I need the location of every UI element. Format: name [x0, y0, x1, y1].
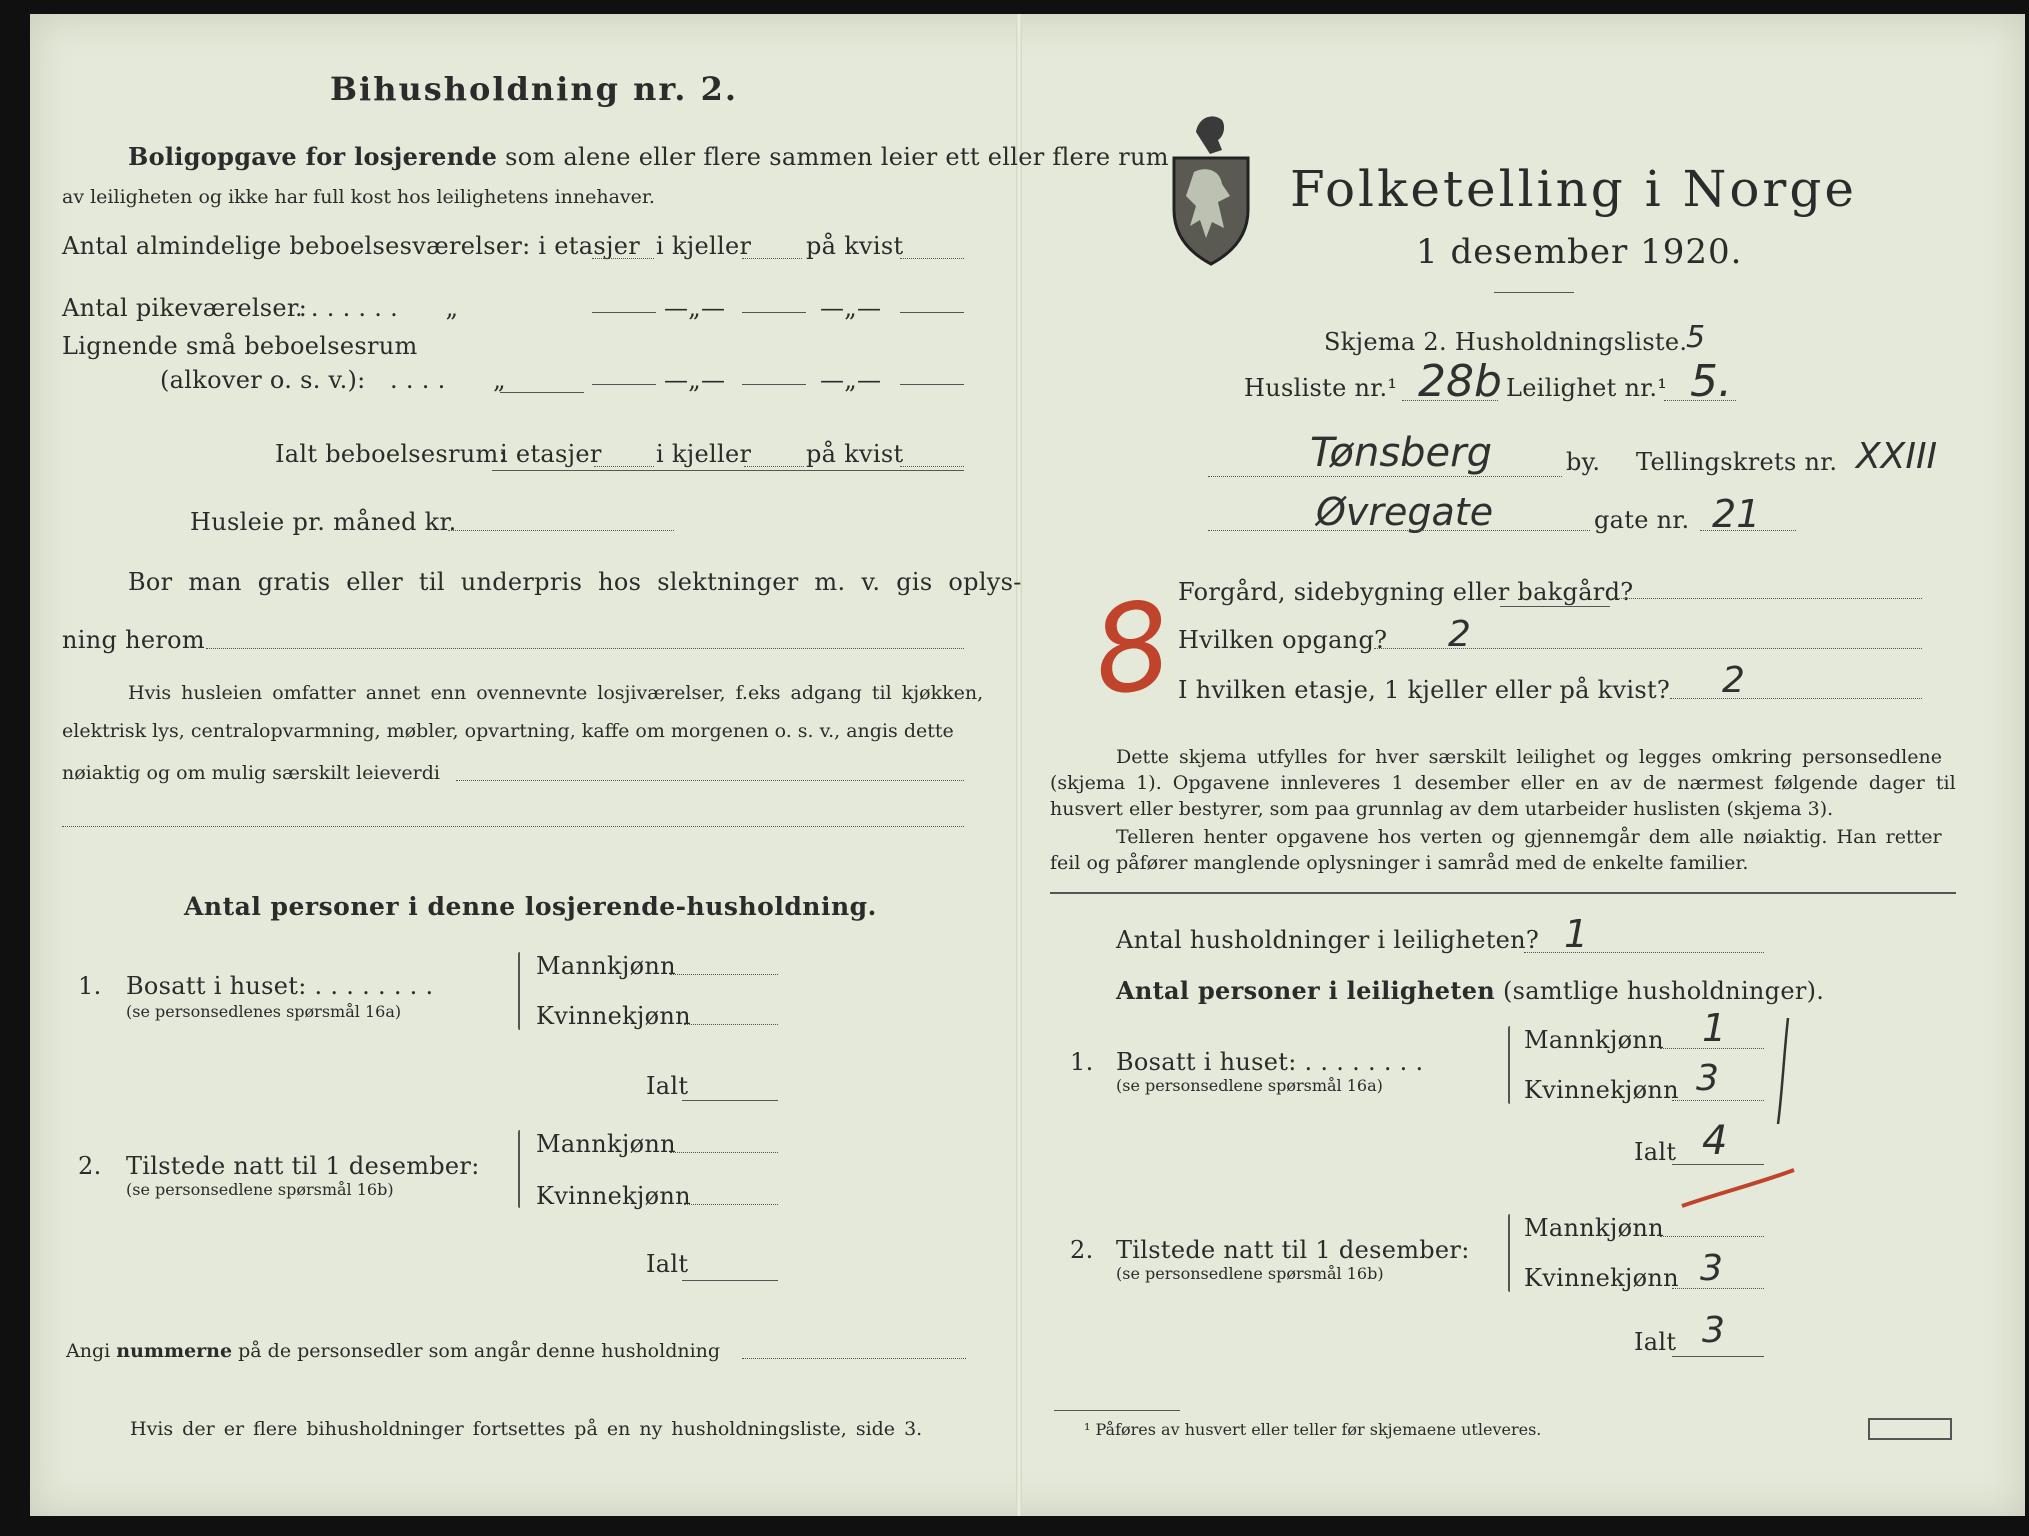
right-tilstede-kvinne-value: 3: [1700, 1248, 1723, 1289]
left-bosatt-sub: (se personsedlenes spørsmål 16a): [126, 1002, 402, 1021]
gate-label: gate nr.: [1594, 506, 1690, 534]
ialt-rum-kvist: på kvist: [806, 440, 904, 468]
left-bosatt-ialt-line: [682, 1100, 778, 1101]
right-tilstede-ialt-value: 3: [1702, 1310, 1725, 1351]
opgang-label: Hvilken opgang?: [1178, 626, 1388, 654]
right-divider: [1050, 892, 1956, 894]
right-persons-rest: (samtlige husholdninger).: [1502, 977, 1825, 1005]
husleie-label: Husleie pr. måned kr.: [190, 508, 457, 536]
alk-line-2: [742, 384, 806, 385]
gate-nr-line: [1700, 530, 1796, 531]
antal-kjeller-line: [742, 258, 802, 259]
pike-label: Antal pikeværelser:: [62, 294, 308, 322]
left-persons-heading: Antal personer i denne losjerende-husholdning.: [184, 892, 877, 921]
antal-label: Antal almindelige beboelsesværelser: i etasjer: [62, 232, 640, 260]
alkover-dots: . . . . „: [390, 366, 506, 394]
alk-line-0: [500, 392, 584, 393]
alk-ditto-1: —„—: [664, 366, 726, 394]
footnote: ¹ Påføres av husvert eller teller før skjemaene utleveres.: [1084, 1420, 1542, 1439]
right-tilstede-num: 2.: [1070, 1236, 1094, 1264]
gate-nr-value: 21: [1712, 492, 1761, 536]
alkover-label: (alkover o. s. v.):: [160, 366, 366, 394]
by-value: Tønsberg: [1310, 430, 1492, 476]
left-tilstede-ialt: Ialt: [646, 1250, 689, 1278]
left-title: Bihusholdning nr. 2.: [330, 70, 738, 108]
pike-line-1: [592, 312, 656, 313]
pike-line-2: [742, 312, 806, 313]
hvis-line3: nøiaktig og om mulig særskilt leieverdi: [62, 762, 440, 784]
angi-bold: nummerne: [116, 1340, 233, 1362]
hvis-line2: elektrisk lys, centralopvarmning, møbler, opvartning, kaffe om morgenen o. s. v., angis dette: [62, 720, 954, 742]
krets-label: Tellingskrets nr.: [1636, 448, 1838, 476]
right-tilstede-ialt: Ialt: [1634, 1328, 1677, 1356]
right-bosatt-sub: (se personsedlene spørsmål 16a): [1116, 1076, 1383, 1095]
right-bosatt-ialt: Ialt: [1634, 1138, 1677, 1166]
hush-value: 1: [1564, 912, 1589, 956]
left-bosatt-mann: Mannkjønn: [536, 952, 676, 980]
intro-bold: Boligopgave for losjerende: [128, 142, 498, 171]
leilighet-label: Leilighet nr.¹: [1506, 374, 1668, 402]
bakgaard-underline: [1500, 606, 1610, 607]
right-tilstede-ialt-line: [1672, 1356, 1764, 1357]
husliste-label: Husliste nr.¹: [1244, 374, 1398, 402]
hush-label: Antal husholdninger i leiligheten?: [1116, 926, 1540, 954]
para-4: Telleren henter opgavene hos verten og gjennemgår dem alle nøiaktig. Han retter: [1116, 826, 1942, 848]
alk-line-1: [592, 384, 656, 385]
hvis-line: [456, 780, 964, 781]
right-tilstede-mann: Mannkjønn: [1524, 1214, 1664, 1242]
pike-line-3: [900, 312, 964, 313]
angi-rest: på de personsedler som angår denne husholdning: [238, 1340, 721, 1362]
ialt-rum-kjeller: i kjeller: [656, 440, 752, 468]
left-tilstede-ialt-line: [682, 1280, 778, 1281]
right-bosatt-num: 1.: [1070, 1048, 1094, 1076]
ialt-rum-line-2: [744, 466, 804, 467]
left-tilstede-num: 2.: [78, 1152, 102, 1180]
right-tilstede-label: Tilstede natt til 1 desember:: [1116, 1236, 1470, 1264]
para-2: (skjema 1). Opgavene innleveres 1 desember eller en av de nærmest følgende dager til: [1050, 772, 1956, 794]
right-tilstede-kvinne-line: [1672, 1288, 1764, 1289]
husliste-line: [1402, 400, 1498, 401]
left-bosatt-text: Bosatt i huset:: [126, 972, 307, 1000]
right-bosatt-label: [1116, 1048, 1423, 1076]
page-fold: [1016, 14, 1022, 1516]
ialt-rum-line-1: [594, 466, 654, 467]
intro-rest: som alene eller flere sammen leier ett eller flere rum: [505, 143, 1169, 171]
left-footer: Hvis der er flere bihusholdninger fortsettes på en ny husholdningsliste, side 3.: [130, 1418, 923, 1440]
hush-line: [1524, 952, 1764, 953]
left-bosatt-brace: [518, 952, 520, 1030]
skjema-hw: 5: [1686, 320, 1706, 355]
para-5: feil og påfører manglende oplysninger i samråd med de enkelte familier.: [1050, 852, 1749, 874]
ialt-rum-etasjer: i etasjer: [500, 440, 602, 468]
lignende-label: Lignende små beboelsesrum: [62, 332, 418, 360]
para-1: Dette skjema utfylles for hver særskilt leilighet og legges omkring personsedlene: [1116, 746, 1942, 768]
right-tilstede-mann-line: [1660, 1236, 1764, 1237]
left-bosatt-kvinne: Kvinnekjønn: [536, 1002, 691, 1030]
left-bosatt-ialt: Ialt: [646, 1072, 689, 1100]
left-bosatt-label: [126, 972, 433, 1000]
leilighet-line: [1664, 400, 1736, 401]
stamp-box: [1868, 1418, 1952, 1440]
hvis-line-2: [62, 826, 964, 827]
red-mark: 8: [1084, 575, 1180, 724]
pike-ditto-1: —„—: [664, 294, 726, 322]
left-tilstede-mann: Mannkjønn: [536, 1130, 676, 1158]
coat-of-arms-icon: [1168, 110, 1254, 266]
gratis-line1: Bor man gratis eller til underpris hos slektninger m. v. gis oplys-: [128, 568, 1022, 596]
left-tilstede-mann-line: [670, 1152, 778, 1153]
antal-kjeller: i kjeller: [656, 232, 752, 260]
opgang-value: 2: [1448, 614, 1471, 655]
pike-ditto-2: —„—: [820, 294, 882, 322]
angi-line: [66, 1340, 720, 1362]
right-tilstede-brace: [1508, 1214, 1510, 1292]
angi-dotted: [742, 1358, 966, 1359]
forgaard-line: [1612, 598, 1922, 599]
left-intro: [128, 142, 1169, 171]
left-bosatt-kvinne-line: [684, 1024, 778, 1025]
antal-kvist: på kvist: [806, 232, 904, 260]
right-title: Folketelling i Norge: [1290, 160, 1857, 218]
left-tilstede-kvinne: Kvinnekjønn: [536, 1182, 691, 1210]
antal-kvist-line: [900, 258, 964, 259]
pencil-marks-icon: [1676, 1014, 1806, 1214]
ialt-rum-underline: [492, 470, 964, 471]
right-persons-heading: [1116, 976, 1824, 1005]
angi-pre: Angi: [66, 1340, 111, 1362]
left-tilstede-sub: (se personsedlene spørsmål 16b): [126, 1180, 394, 1199]
right-tilstede-sub: (se personsedlene spørsmål 16b): [1116, 1264, 1384, 1283]
right-bosatt-text: Bosatt i huset:: [1116, 1048, 1297, 1076]
krets-value: XXIII: [1856, 436, 1938, 477]
left-bosatt-dots: . . . . . . . .: [306, 972, 434, 1000]
gratis-line2: ning herom: [62, 626, 205, 654]
right-date: 1 desember 1920.: [1416, 232, 1743, 272]
pike-dots: . . . . . . . „: [295, 294, 459, 322]
right-persons-bold: Antal personer i leiligheten: [1116, 976, 1496, 1005]
right-bosatt-mann: Mannkjønn: [1524, 1026, 1664, 1054]
skjema: Skjema 2. Husholdningsliste.: [1324, 328, 1688, 356]
para-3: husvert eller bestyrer, som paa grunnlag av dem utarbeider huslisten (skjema 3).: [1050, 798, 1834, 820]
left-intro-line2: av leiligheten og ikke har full kost hos leilighetens innehaver.: [62, 186, 655, 208]
alk-ditto-2: —„—: [820, 366, 882, 394]
right-bosatt-ialt-value: 4: [1702, 1118, 1728, 1164]
left-bosatt-num: 1.: [78, 972, 102, 1000]
leilighet-value: 5.: [1690, 356, 1732, 407]
right-bosatt-kvinne-value: 3: [1696, 1058, 1719, 1099]
forgaard-label: Forgård, sidebygning eller bakgård?: [1178, 578, 1634, 606]
etasje-line: [1670, 698, 1922, 699]
left-bosatt-mann-line: [670, 974, 778, 975]
alk-line-3: [900, 384, 964, 385]
etasje-label: I hvilken etasje, 1 kjeller eller på kvist?: [1178, 676, 1671, 704]
opgang-line: [1374, 648, 1922, 649]
husliste-value: 28b: [1418, 356, 1502, 407]
footnote-rule: [1054, 1410, 1180, 1411]
hvis-line1: Hvis husleien omfatter annet enn ovennevnte losjiværelser, f.eks adgang til kjøkken,: [128, 682, 984, 704]
right-bosatt-kvinne: Kvinnekjønn: [1524, 1076, 1679, 1104]
antal-etasjer-line: [592, 258, 654, 259]
ialt-rum-line-3: [900, 466, 964, 467]
gate-value: Øvregate: [1316, 490, 1494, 534]
ialt-rum-label: Ialt beboelsesrum:: [275, 440, 508, 468]
right-bosatt-brace: [1508, 1026, 1510, 1104]
by-label: by.: [1566, 448, 1601, 476]
husleie-line: [448, 530, 674, 531]
etasje-value: 2: [1722, 660, 1745, 701]
right-bosatt-dots: . . . . . . . .: [1296, 1048, 1424, 1076]
date-underline: [1494, 292, 1574, 293]
right-bosatt-mann-value: 1: [1702, 1006, 1727, 1050]
left-tilstede-kvinne-line: [684, 1204, 778, 1205]
gratis-line: [206, 648, 964, 649]
gate-line: [1208, 530, 1590, 531]
right-tilstede-kvinne: Kvinnekjønn: [1524, 1264, 1679, 1292]
left-tilstede-brace: [518, 1130, 520, 1208]
left-tilstede-label: Tilstede natt til 1 desember:: [126, 1152, 480, 1180]
by-line: [1208, 476, 1562, 477]
